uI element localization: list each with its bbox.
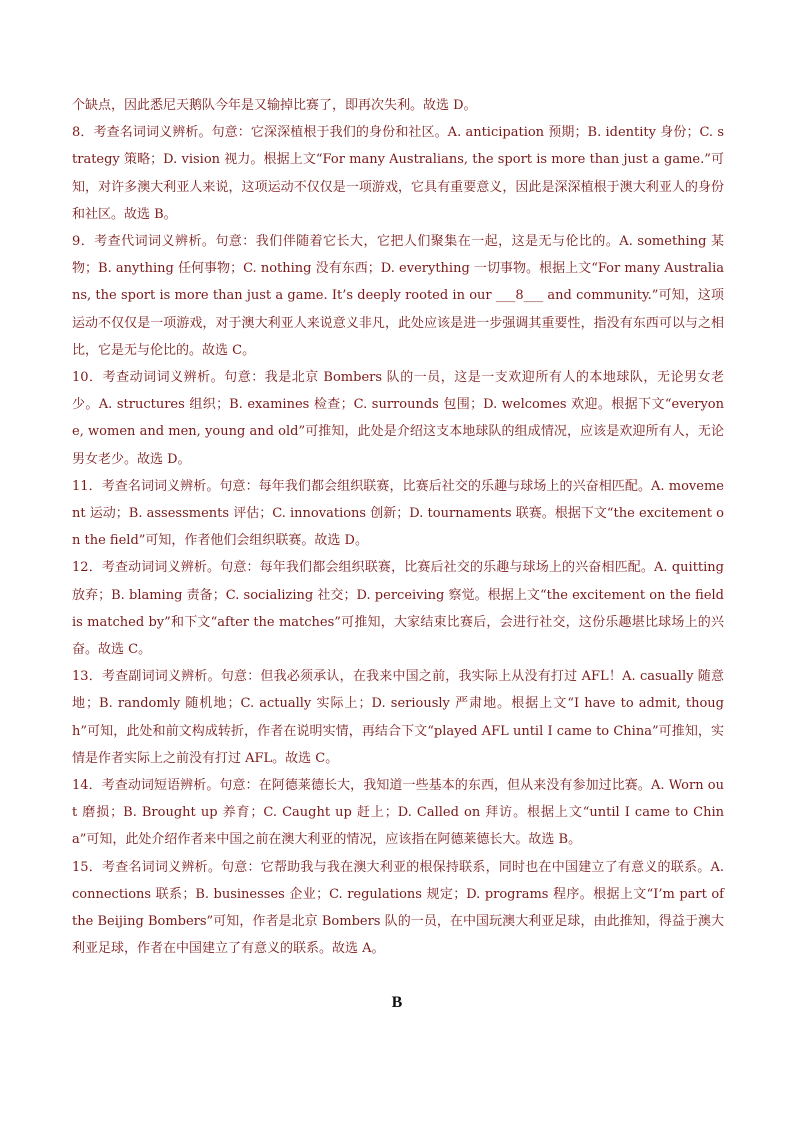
- explanation-paragraph-10: 10．考查动词词义辨析。句意：我是北京 Bombers 队的一员，这是一支欢迎所有人的本地球队，无论男女老少。A. structures 组织；B. examines 检查；C. surrounds 包围；D. welcomes 欢迎。根据下文“everyone, women and men, young and old”可推知，此处是介绍这支本地球队的组成情况，应该是欢迎所有人，无论男女老少。故选 D。: [72, 370, 724, 467]
- explanation-paragraph-14: 14．考查动词短语辨析。句意：在阿德莱德长大，我知道一些基本的东西，但从来没有参加过比赛。A. Worn out 磨损；B. Brought up 养育；C. Caught up 赶上；D. Called on 拜访。根据上文“until I came to China”可知，此处介绍作者来中国之前在澳大利亚的情况，应该指在阿德莱德长大。故选 B。: [72, 778, 724, 848]
- explanation-paragraph-13: 13．考查副词词义辨析。句意：但我必须承认，在我来中国之前，我实际上从没有打过 AFL！A. casually 随意地；B. randomly 随机地；C. actually 实际上；D. seriously 严肃地。根据上文“I have to admit, though”可知，此处和前文构成转折，作者在说明实情，再结合下文“played AFL until I came to China”可推知，实情是作者实际上之前没有打过 AFL。故选 C。: [72, 669, 724, 766]
- answer-explanations: [72, 92, 724, 963]
- explanation-paragraph-8: 8．考查名词词义辨析。句意：它深深植根于我们的身份和社区。A. anticipation 预期；B. identity 身份；C. strategy 策略；D. vision 视力。根据上文“For many Australians, the sport is more than just a game.”可知，对许多澳大利亚人来说，这项运动不仅仅是一项游戏，它具有重要意义，因此是深深植根于澳大利亚人的身份和社区。故选 B。: [72, 125, 724, 222]
- explanation-paragraph-9: 9．考查代词词义辨析。句意：我们伴随着它长大，它把人们聚集在一起，这是无与伦比的。A. something 某物；B. anything 任何事物；C. nothing 没有东西；D. everything 一切事物。根据上文“For many Australians, the sport is more than just a game. It’s deeply rooted in our ___8___ and community.”可知，这项运动不仅仅是一项游戏，对于澳大利亚人来说意义非凡，此处应该是进一步强调其重要性，指没有东西可以与之相比，它是无与伦比的。故选 C。: [72, 234, 724, 358]
- explanation-paragraph-continuation: 个缺点，因此悉尼天鹅队今年是又输掉比赛了，即再次失利。故选 D。: [72, 98, 477, 113]
- explanation-paragraph-12: 12．考查动词词义辨析。句意：每年我们都会组织联赛，比赛后社交的乐趣与球场上的兴奋相匹配。A. quitting 放弃；B. blaming 责备；C. socializing 社交；D. perceiving 察觉。根据上文“the excitement on the field is matched by”和下文“after the matches”可推知，大家结束比赛后，会进行社交，这份乐趣堪比球场上的兴奋。故选 C。: [72, 560, 724, 658]
- explanation-paragraph-15: 15．考查名词词义辨析。句意：它帮助我与我在澳大利亚的根保持联系，同时也在中国建立了有意义的联系。A. connections 联系；B. businesses 企业；C. regulations 规定；D. programs 程序。根据上文“I’m part of the Beijing Bombers”可知，作者是北京 Bombers 队的一员，在中国玩澳大利亚足球，由此推知，得益于澳大利亚足球，作者在中国建立了有意义的联系。故选 A。: [72, 859, 725, 957]
- explanation-paragraph-11: 11．考查名词词义辨析。句意：每年我们都会组织联赛，比赛后社交的乐趣与球场上的兴奋相匹配。A. movement 运动；B. assessments 评估；C. innovations 创新；D. tournaments 联赛。根据下文“the excitement on the field”可知，作者他们会组织联赛。故选 D。: [72, 478, 724, 549]
- section-heading: B: [391, 994, 403, 1011]
